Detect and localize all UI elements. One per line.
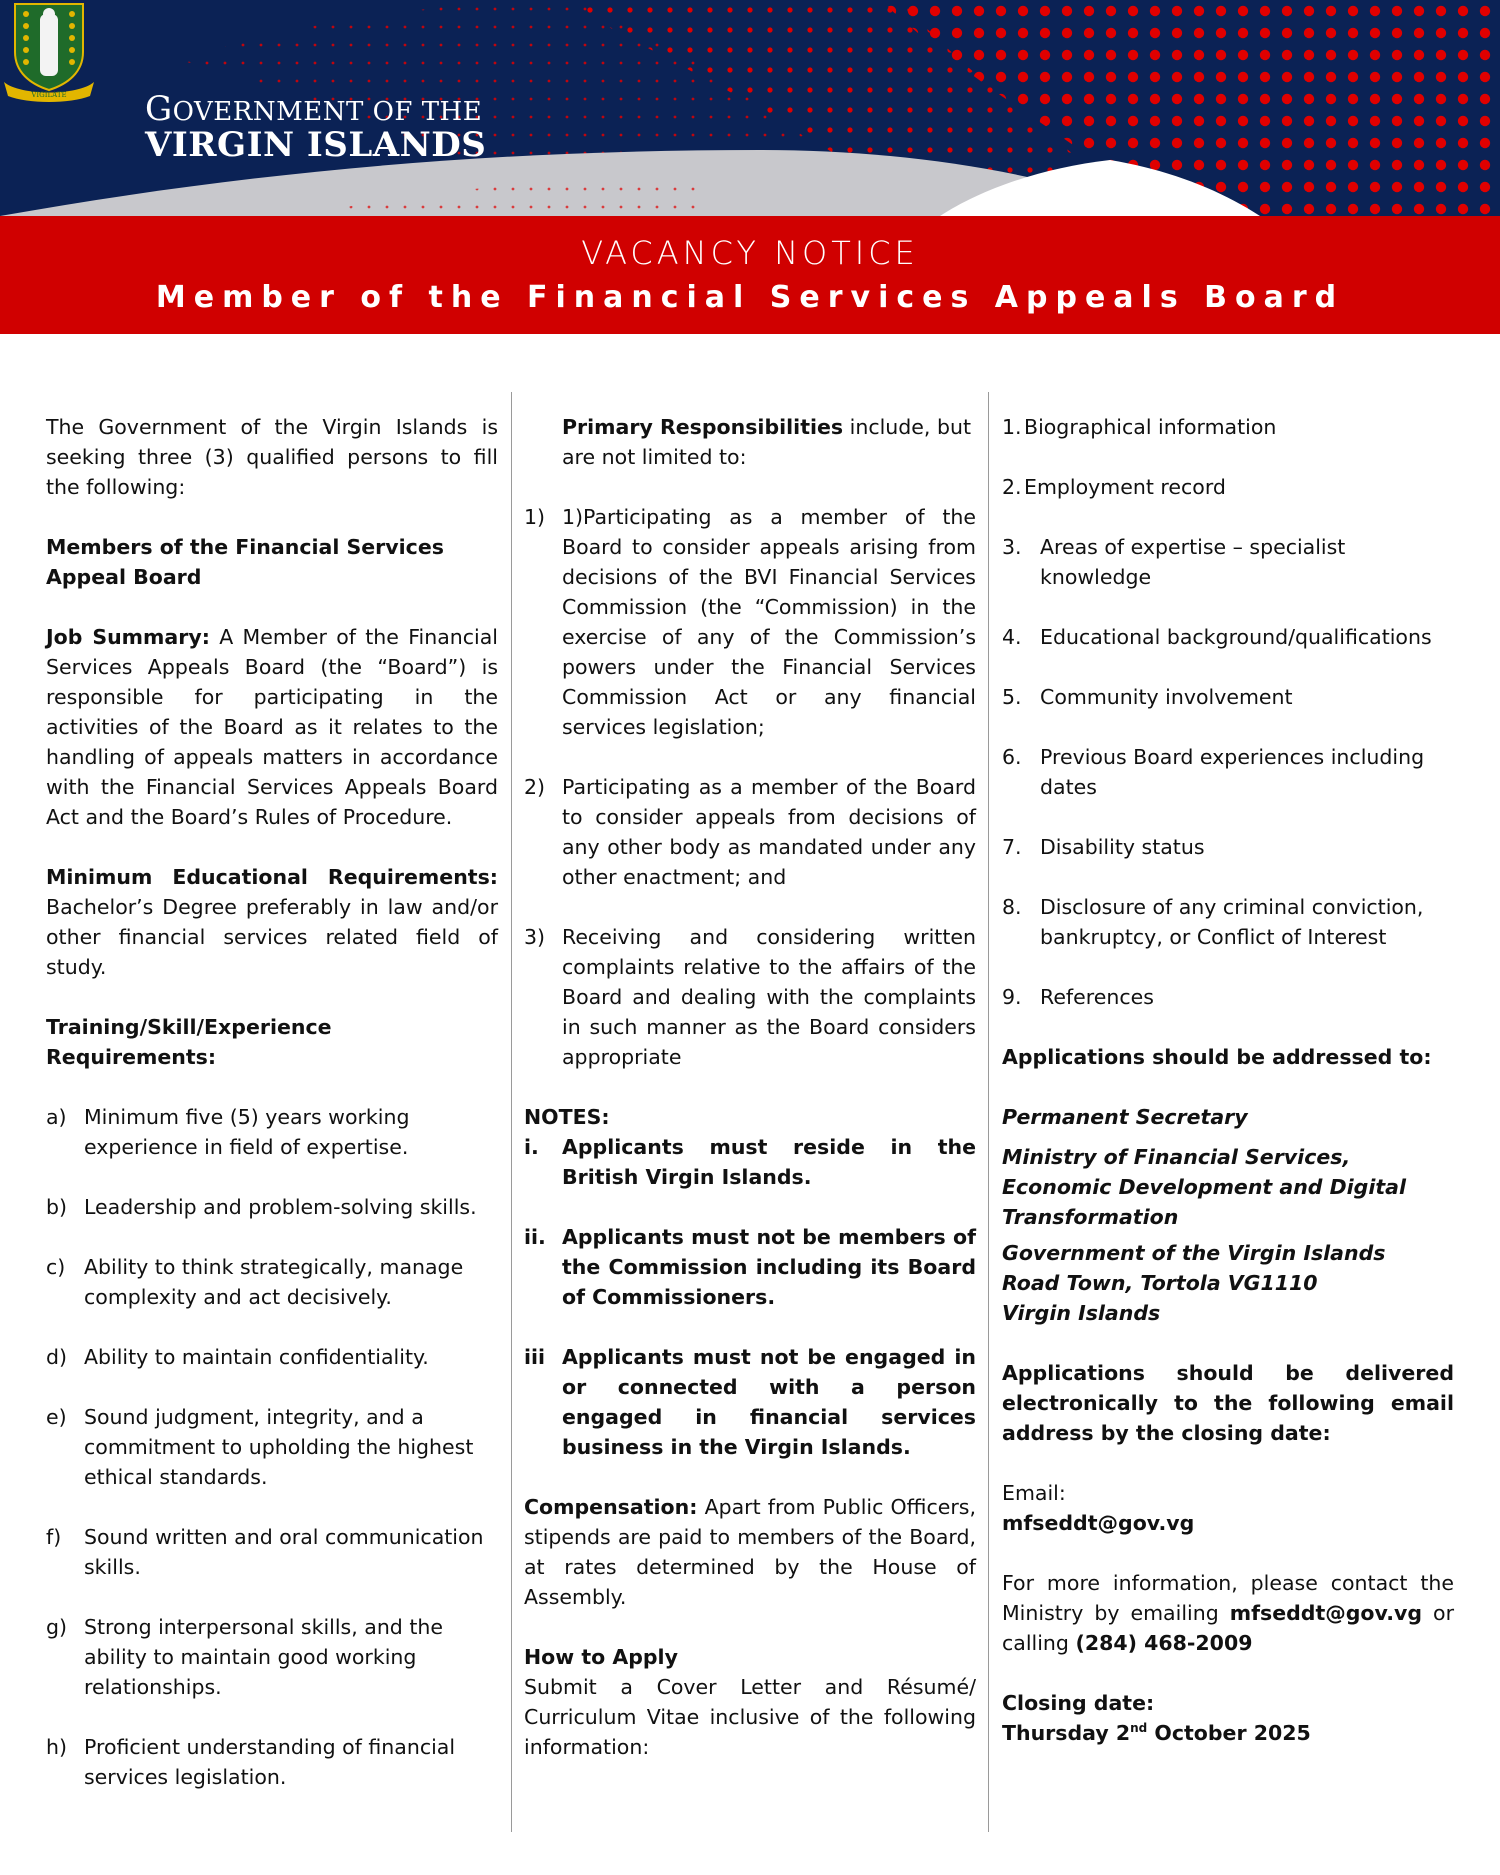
list-item-text: Sound judgment, integrity, and a commitment to upholding the highest ethical standards. <box>84 1405 474 1489</box>
list-item <box>1002 892 1454 952</box>
header-banner <box>0 0 1500 216</box>
list-item-text: Applicants must reside in the British Virgin Islands. <box>562 1135 976 1189</box>
notes-list <box>524 1132 976 1462</box>
delivery-instructions: Applications should be delivered electronically to the following email address by the closing date: <box>1002 1361 1454 1445</box>
list-marker: g) <box>46 1615 68 1639</box>
address-line: Government of the Virgin Islands <box>1002 1241 1386 1265</box>
list-item <box>46 1342 498 1372</box>
column-right <box>1002 412 1454 1748</box>
list-item <box>1002 682 1454 712</box>
responsibilities-intro-text: include, but are not limited to: <box>562 415 971 469</box>
education-label: Minimum Educational Requirements: <box>46 865 498 889</box>
job-summary-label: Job Summary: <box>46 625 210 649</box>
list-item-text: References <box>1040 985 1154 1009</box>
list-marker: b) <box>46 1195 68 1219</box>
list-marker: a) <box>46 1105 67 1129</box>
list-item-text: Leadership and problem-solving skills. <box>84 1195 477 1219</box>
closing-date <box>1002 1718 1454 1748</box>
list-item <box>1002 742 1454 802</box>
list-marker: 9. <box>1002 985 1022 1009</box>
notes-heading: NOTES: <box>524 1105 610 1129</box>
education-requirements <box>46 862 498 982</box>
address-line: Ministry of Financial Services, Economic Development and Digital Transformation <box>1002 1145 1407 1229</box>
list-item-text: 1)Participating as a member of the Board to consider appeals arising from decisions of the BVI Financial Services Commission (the “Commission) in the exercise of any of the Commission’s powers under the Financial Services Commission Act or any financial services legislation; <box>562 505 976 739</box>
address-line: Permanent Secretary <box>1002 1105 1248 1129</box>
email-link[interactable]: mfseddt@gov.vg <box>1002 1511 1195 1535</box>
list-marker: i. <box>524 1135 539 1159</box>
list-item <box>524 1132 976 1192</box>
list-item <box>46 1402 498 1492</box>
list-marker: 4. <box>1002 625 1022 649</box>
list-item-text: Ability to maintain confidentiality. <box>84 1345 429 1369</box>
training-heading: Training/Skill/Experience Requirements: <box>46 1015 332 1069</box>
title-bar <box>0 216 1500 334</box>
list-item-text: Ability to think strategically, manage complexity and act decisively. <box>84 1255 464 1309</box>
application-info-list <box>1002 412 1454 1012</box>
how-to-apply-heading: How to Apply <box>524 1645 678 1669</box>
responsibilities-label: Primary Responsibilities <box>562 415 844 439</box>
contact-info <box>1002 1568 1454 1658</box>
org-name <box>145 89 487 165</box>
list-item-text: Minimum five (5) years working experience in field of expertise. <box>84 1105 410 1159</box>
list-item-text: Participating as a member of the Board to consider appeals from decisions of any other body as mandated under any other enactment; and <box>562 775 976 889</box>
list-marker: 7. <box>1002 835 1022 859</box>
list-item <box>1002 982 1454 1012</box>
address-line: Road Town, Tortola VG1110 <box>1002 1271 1318 1295</box>
list-marker: iii <box>524 1345 546 1369</box>
list-marker: 6. <box>1002 745 1022 769</box>
intro-text: The Government of the Virgin Islands is seeking three (3) qualified persons to fill the following: <box>46 415 498 499</box>
compensation-label: Compensation: <box>524 1495 698 1519</box>
list-item-text: Community involvement <box>1040 685 1293 709</box>
compensation <box>524 1492 976 1612</box>
list-marker: f) <box>46 1525 62 1549</box>
list-item <box>46 1522 498 1582</box>
responsibilities-intro <box>524 412 976 472</box>
list-item <box>1002 412 1454 442</box>
list-item-text: Receiving and considering written complaints relative to the affairs of the Board and dealing with the complaints in such manner as the Board considers appropriate <box>562 925 976 1069</box>
list-item-text: Biographical information <box>1024 415 1277 439</box>
list-item-text: Educational background/qualifications <box>1040 625 1432 649</box>
list-item-text: Strong interpersonal skills, and the ability to maintain good working relationships. <box>84 1615 443 1699</box>
column-divider <box>988 392 989 1832</box>
list-item-text: Disability status <box>1040 835 1205 859</box>
list-marker: e) <box>46 1405 67 1429</box>
list-item <box>1002 622 1454 652</box>
contact-email-link[interactable]: mfseddt@gov.vg <box>1229 1601 1423 1625</box>
list-item <box>46 1612 498 1702</box>
list-item <box>1002 532 1454 592</box>
column-divider <box>511 392 512 1832</box>
requirements-list <box>46 1102 498 1792</box>
list-marker: ii. <box>524 1225 546 1249</box>
column-left <box>46 412 498 1822</box>
compensation-text: Apart from Public Officers, stipends are paid to members of the Board, at rates determined by the House of Assembly. <box>524 1495 976 1609</box>
closing-date-rest: October 2025 <box>1147 1721 1311 1745</box>
list-marker: 3) <box>524 925 546 949</box>
contact-text: or calling <box>1002 1601 1454 1655</box>
position-title: Member of the Financial Services Appeals Board <box>155 280 1345 315</box>
contact-text: For more information, please contact the Ministry by emailing <box>1002 1571 1454 1625</box>
email-label: Email: <box>1002 1481 1066 1505</box>
list-item <box>46 1192 498 1222</box>
list-marker: 2) <box>524 775 546 799</box>
responsibilities-list <box>524 502 976 1072</box>
list-marker: 3. <box>1002 535 1022 559</box>
org-line1-initial: G <box>145 89 173 129</box>
education-text: Bachelor’s Degree preferably in law and/or other financial services related field of study. <box>46 895 498 979</box>
org-line1: OVERNMENT OF THE <box>172 97 483 127</box>
list-item <box>524 772 976 892</box>
contact-phone-link[interactable]: (284) 468-2009 <box>1075 1631 1253 1655</box>
address-line: Virgin Islands <box>1002 1301 1161 1325</box>
list-item-text: Proficient understanding of financial services legislation. <box>84 1735 456 1789</box>
job-summary-text: A Member of the Financial Services Appeals Board (the “Board”) is responsible for participating in the activities of the Board as it relates to the handling of appeals matters in accordance with the Financial Services Appeals Board Act and the Board’s Rules of Procedure. <box>46 625 498 829</box>
job-summary <box>46 622 498 832</box>
closing-date-day: Thursday 2 <box>1002 1721 1131 1745</box>
list-marker: 2. <box>1002 475 1022 499</box>
crest-motto: VIGILATE <box>31 91 67 99</box>
list-item-text: Previous Board experiences including dates <box>1040 745 1425 799</box>
list-item-text: Employment record <box>1024 475 1226 499</box>
list-item <box>524 502 976 742</box>
list-item <box>1002 832 1454 862</box>
mailing-address <box>1002 1102 1454 1328</box>
notice-type: VACANCY NOTICE <box>581 234 919 272</box>
column-middle <box>524 412 976 1792</box>
list-item-text: Disclosure of any criminal conviction, bankruptcy, or Conflict of Interest <box>1040 895 1424 949</box>
list-marker: d) <box>46 1345 68 1369</box>
list-marker: 1) <box>524 505 546 529</box>
list-item-text: Applicants must not be engaged in or connected with a person engaged in financial services business in the Virgin Islands. <box>562 1345 976 1459</box>
list-marker: c) <box>46 1255 66 1279</box>
list-item <box>46 1102 498 1162</box>
list-item <box>524 922 976 1072</box>
list-marker: 1. <box>1002 415 1022 439</box>
list-item <box>46 1732 498 1792</box>
closing-date-label: Closing date: <box>1002 1691 1155 1715</box>
list-item-text: Areas of expertise – specialist knowledge <box>1040 535 1346 589</box>
list-item <box>524 1222 976 1312</box>
list-marker: 8. <box>1002 895 1022 919</box>
list-item <box>524 1342 976 1462</box>
coat-of-arms-icon <box>0 0 98 102</box>
how-to-apply-text: Submit a Cover Letter and Résumé/ Curriculum Vitae inclusive of the following information: <box>524 1675 976 1759</box>
list-item <box>1002 472 1454 502</box>
list-item-text: Applicants must not be members of the Commission including its Board of Commissioners. <box>562 1225 976 1309</box>
closing-date-suffix: nd <box>1130 1721 1148 1735</box>
list-item <box>46 1252 498 1312</box>
list-marker: 5. <box>1002 685 1022 709</box>
list-item-text: Sound written and oral communication skills. <box>84 1525 484 1579</box>
address-heading: Applications should be addressed to: <box>1002 1045 1432 1069</box>
org-line2: VIRGIN ISLANDS <box>145 125 487 165</box>
post-heading: Members of the Financial Services Appeal Board <box>46 535 444 589</box>
list-marker: h) <box>46 1735 67 1759</box>
